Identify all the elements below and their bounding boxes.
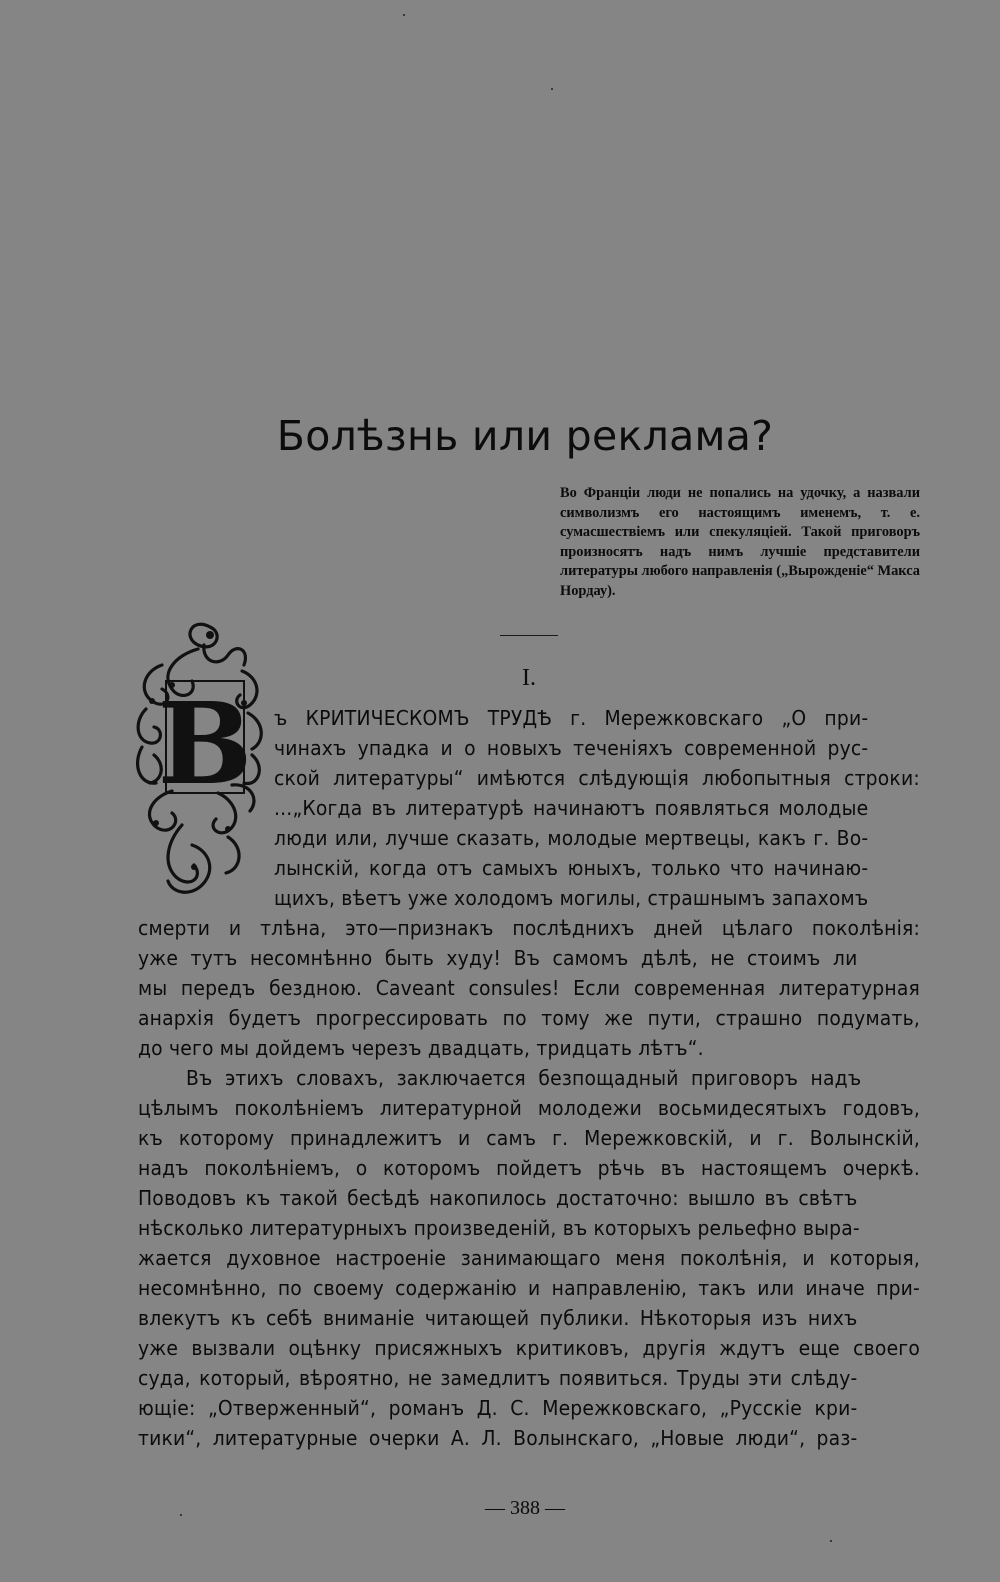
text-line: анархія будетъ прогрессировать по тому же пути, страшно подумать, [138, 1006, 920, 1030]
text-line: суда, который, вѣроятно, не замедлитъ появиться. Труды эти слѣду- [138, 1366, 858, 1390]
text-line: тики“, литературные очерки А. Л. Волынскаго, „Новые люди“, раз- [138, 1426, 858, 1450]
page-number: — 388 — [485, 1497, 565, 1519]
text-line: къ которому принадлежитъ и самъ г. Мережковскій, и г. Волынскій, [138, 1126, 920, 1150]
epigraph: Во Франціи люди не попались на удочку, а назвали символизмъ его настоящимъ именемъ, т. е. сумасшествіемъ или спекуляціей. Такой приговоръ произносятъ надъ нимъ лучшіе представители литературы любого направленія („Вырожденіе“ Макса Нордау). [560, 485, 921, 599]
text-line: цѣлымъ поколѣніемъ литературной молодежи восьмидесятыхъ годовъ, [138, 1096, 920, 1120]
text-line: ...„Когда въ литературѣ начинаютъ появляться молодые [274, 796, 869, 820]
text-line: мы передъ бездною. Caveant consules! Если современная литературная [138, 976, 920, 1000]
text-line: люди или, лучше сказать, молодые мертвецы, какъ г. Во- [274, 826, 869, 850]
text-line: нѣсколько литературныхъ произведеній, въ которыхъ рельефно выра- [138, 1216, 860, 1240]
text-line: ющіе: „Отверженный“, романъ Д. С. Мережковскаго, „Русскіе кри- [138, 1396, 858, 1420]
text-line: ской литературы“ имѣются слѣдующія любопытныя строки: [274, 766, 920, 790]
dropcap-letter: В [157, 679, 253, 810]
text-line: лынскій, когда отъ самыхъ юныхъ, только что начинаю- [274, 856, 869, 880]
scan-speck [830, 1540, 832, 1542]
text-line: Въ этихъ словахъ, заключается безпощадный приговоръ надъ [186, 1066, 862, 1090]
section-separator [500, 635, 558, 636]
text-line: ъ КРИТИЧЕСКОМЪ ТРУДѢ г. Мережковскаго „О при- [274, 706, 869, 730]
chapter-number: I. [522, 665, 536, 691]
text-line: Поводовъ къ такой бесѣдѣ накопилось достаточно: вышло въ свѣтъ [138, 1186, 858, 1210]
text-line: надъ поколѣніемъ, о которомъ пойдетъ рѣчь въ настоящемъ очеркѣ. [138, 1156, 920, 1180]
ornamental-dropcap [132, 615, 268, 905]
scan-speck [551, 88, 553, 90]
text-line: уже тутъ несомнѣнно быть худу! Въ самомъ дѣлѣ, не стоимъ ли [138, 946, 858, 970]
scan-speck [403, 14, 405, 16]
text-line: щихъ, вѣетъ уже холодомъ могилы, страшнымъ запахомъ [274, 886, 869, 910]
text-line: до чего мы дойдемъ черезъ двадцать, тридцать лѣтъ“. [138, 1036, 704, 1060]
text-line: влекутъ къ себѣ вниманіе читающей публики. Нѣкоторыя изъ нихъ [138, 1306, 858, 1330]
scan-speck [180, 1514, 182, 1516]
text-line: несомнѣнно, по своему содержанію и направленію, такъ или иначе при- [138, 1276, 920, 1300]
text-line: уже вызвали оцѣнку присяжныхъ критиковъ, другія ждутъ еще своего [138, 1336, 920, 1360]
page-title: Болѣзнь или реклама? [276, 412, 774, 460]
text-line: жается духовное настроеніе занимающаго меня поколѣнія, и которыя, [138, 1246, 920, 1270]
text-line: чинахъ упадка и о новыхъ теченіяхъ современной рус- [274, 736, 869, 760]
text-line: смерти и тлѣна, это—признакъ послѣднихъ дней цѣлаго поколѣнія: [138, 916, 920, 940]
